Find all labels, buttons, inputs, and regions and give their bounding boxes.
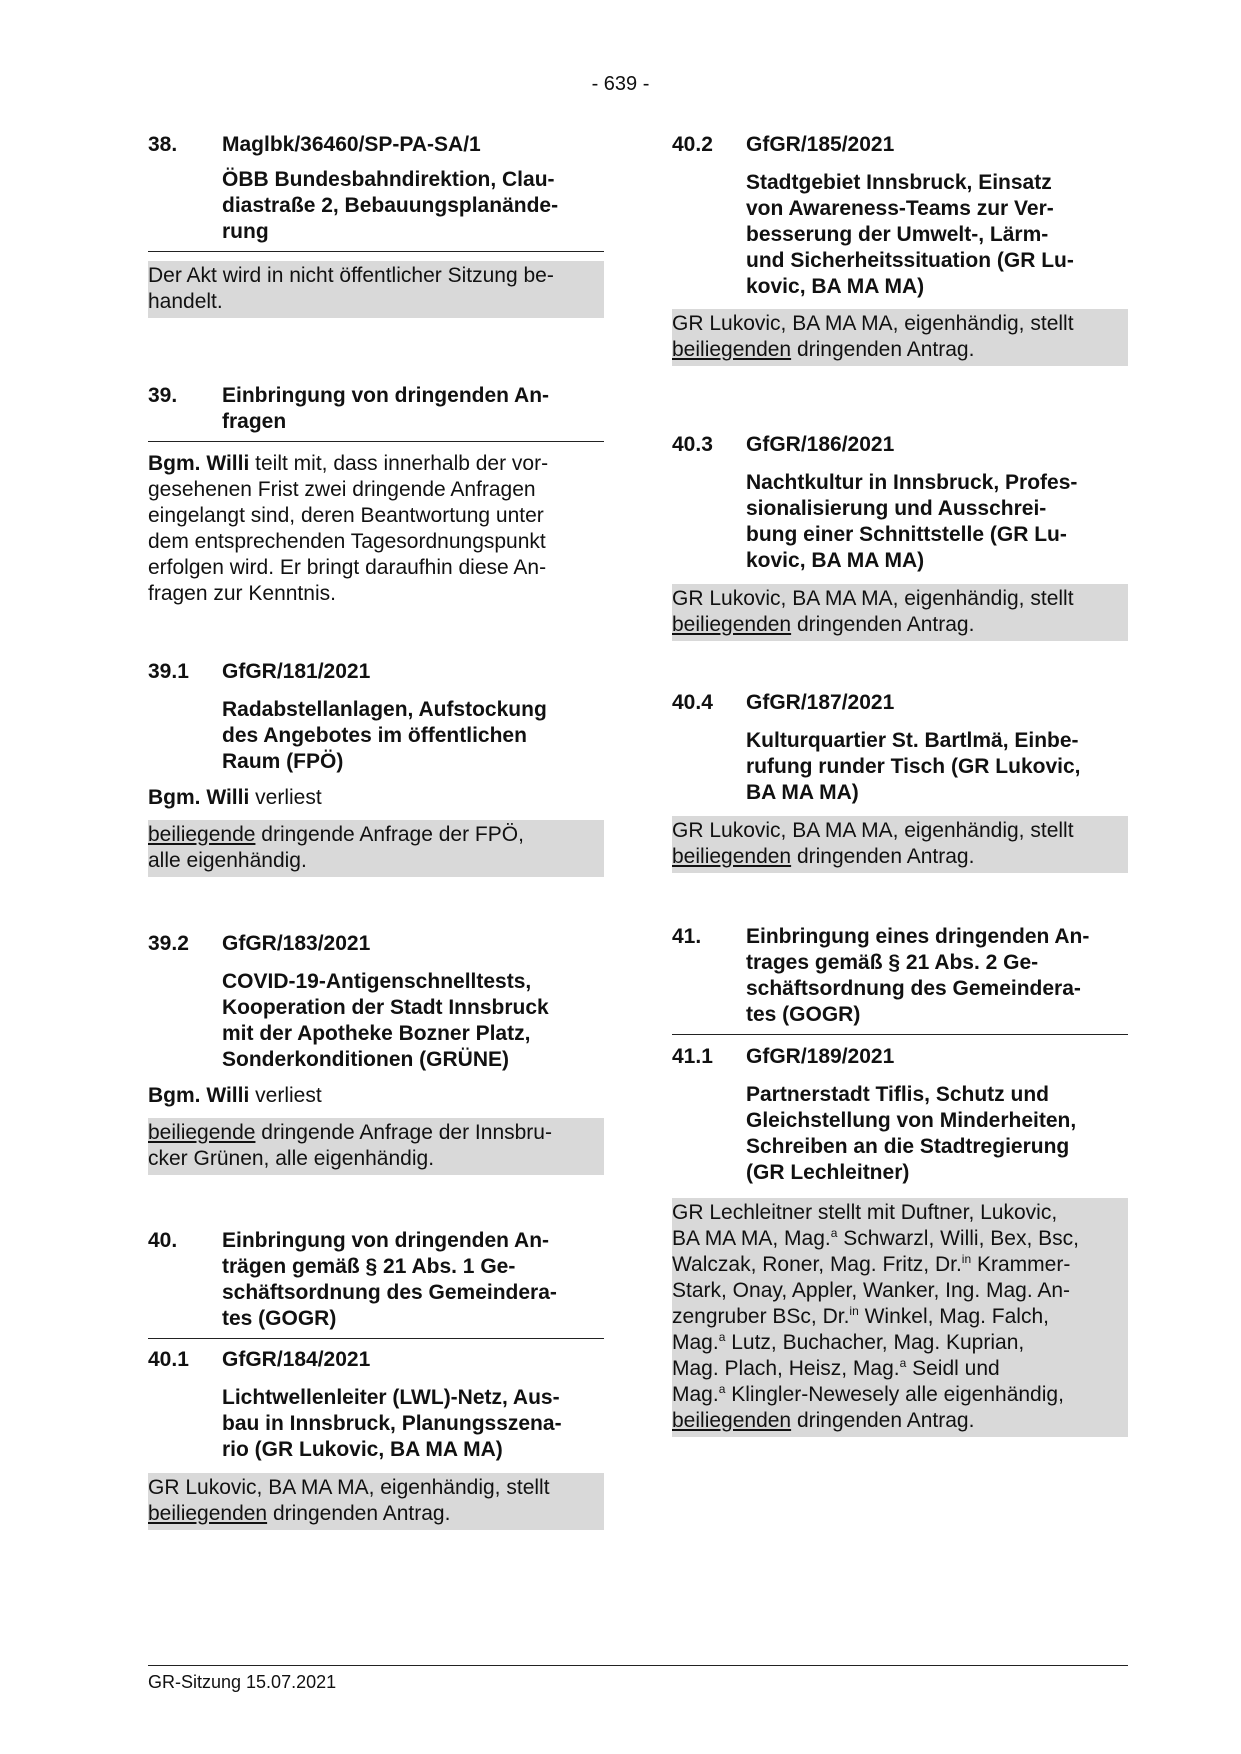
section-40-4 (672, 690, 1128, 873)
section-title: ÖBB Bundesbahndirektion, Clau- diastraße 2, Bebauungsplanände- rung (222, 168, 559, 243)
section-title: Einbringung von dringenden An- fragen (222, 384, 550, 433)
section-number: 40.2 (672, 133, 713, 156)
section-note: GR Lukovic, BA MA MA, eigenhändig, stellt beiliegenden dringenden Antrag. (148, 1473, 604, 1530)
section-number: 39.2 (148, 932, 189, 955)
section-ref: GfGR/189/2021 (746, 1045, 895, 1068)
section-note: GR Lukovic, BA MA MA, eigenhändig, stellt beiliegenden dringenden Antrag. (672, 309, 1128, 366)
section-ref: Maglbk/36460/SP-PA-SA/1 (222, 133, 481, 156)
section-title: Stadtgebiet Innsbruck, Einsatz von Awareness-Teams zur Ver- besserung der Umwelt-, Lärm- und Sicherheitssituation (GR Lu- kovic, BA MA MA) (746, 171, 1074, 298)
section-number: 41.1 (672, 1045, 713, 1068)
section-ref: GfGR/183/2021 (222, 932, 371, 955)
section-title: Einbringung eines dringenden An- trages gemäß § 21 Abs. 2 Ge- schäftsordnung des Gemeindera- tes (GOGR) (746, 925, 1090, 1026)
section-title: Einbringung von dringenden An- trägen gemäß § 21 Abs. 1 Ge- schäftsordnung des Gemeindera- tes (GOGR) (222, 1229, 557, 1330)
speaker: Bgm. Willi (148, 452, 250, 475)
section-title: Partnerstadt Tiflis, Schutz und Gleichstellung von Minderheiten, Schreiben an die Stadtregierung (GR Lechleitner) (746, 1083, 1077, 1184)
section-note: beiliegende dringende Anfrage der Innsbru- cker Grünen, alle eigenhändig. (148, 1118, 604, 1175)
page-number: - 639 - (591, 73, 650, 95)
section-title: Nachtkultur in Innsbruck, Profes- sionalisierung und Ausschrei- bung einer Schnittstelle (GR Lu- kovic, BA MA MA) (746, 471, 1078, 572)
section-title: COVID-19-Antigenschnelltests, Kooperation der Stadt Innsbruck mit der Apotheke Bozner Platz, Sonderkonditionen (GRÜNE) (222, 970, 549, 1071)
section-40-1 (148, 1347, 604, 1530)
section-text: Bgm. Willi verliest (148, 1084, 322, 1107)
section-text: Bgm. Willi verliest (148, 786, 322, 809)
section-ref: GfGR/185/2021 (746, 133, 895, 156)
section-ref: GfGR/184/2021 (222, 1348, 371, 1371)
section-39-2 (148, 931, 604, 1175)
section-ref: GfGR/181/2021 (222, 660, 371, 683)
section-41-1 (672, 1044, 1128, 1437)
section-38 (148, 132, 604, 318)
section-ref: GfGR/186/2021 (746, 433, 895, 456)
section-note: GR Lukovic, BA MA MA, eigenhändig, stellt beiliegenden dringenden Antrag. (672, 584, 1128, 641)
section-title: Lichtwellenleiter (LWL)-Netz, Aus- bau in Innsbruck, Planungsszena- rio (GR Lukovic, BA MA MA) (222, 1386, 562, 1461)
section-40-2 (672, 132, 1128, 366)
footer-text: GR-Sitzung 15.07.2021 (148, 1672, 337, 1692)
section-number: 39. (148, 384, 178, 407)
speaker: Bgm. Willi (148, 1084, 250, 1107)
section-number: 38. (148, 133, 178, 156)
section-note: GR Lechleitner stellt mit Duftner, Lukovic, BA MA MA, Mag.$^a$ Schwarzl, Willi, Bex, Bsc, Walczak, Roner, Mag. Fritz, Dr.$^{in}$ Krammer- Stark, Onay, Appler, Wanker, Ing. Mag. An- zengruber BSc, Dr.$^{in}$ Winkel, Mag. Falch, Mag.$^a$ Lutz, Buchacher, Mag. Kuprian, Mag. Plach, Heisz, Mag.$^a$ Seidl und Mag.$^a$ Klingler-Newesely alle eigenhändig, beiliegenden dringenden Antrag. (672, 1198, 1128, 1437)
section-ref: GfGR/187/2021 (746, 691, 895, 714)
section-39 (148, 383, 604, 607)
section-number: 40.3 (672, 433, 713, 456)
section-number: 39.1 (148, 660, 189, 683)
section-41 (672, 924, 1128, 1035)
section-number: 40.4 (672, 691, 713, 714)
section-note: Der Akt wird in nicht öffentlicher Sitzung be- handelt. (148, 261, 604, 318)
section-number: 40. (148, 1229, 178, 1252)
section-40-3 (672, 432, 1128, 641)
section-number: 41. (672, 925, 702, 948)
section-note: beiliegende dringende Anfrage der FPÖ, alle eigenhändig. (148, 820, 604, 877)
footer-divider (148, 1665, 1128, 1666)
section-title: Radabstellanlagen, Aufstockung des Angebotes im öffentlichen Raum (FPÖ) (222, 698, 547, 773)
section-number: 40.1 (148, 1348, 189, 1371)
section-39-1 (148, 659, 604, 877)
section-text: Bgm. Willi teilt mit, dass innerhalb der vor- gesehenen Frist zwei dringende Anfragen eingelangt sind, deren Beantwortung unter dem entsprechenden Tagesordnungspunkt erfolgen wird. Er bringt daraufhin diese An- fragen zur Kenntnis. (148, 452, 549, 605)
section-note: GR Lukovic, BA MA MA, eigenhändig, stellt beiliegenden dringenden Antrag. (672, 816, 1128, 873)
speaker: Bgm. Willi (148, 786, 250, 809)
section-40 (148, 1228, 604, 1339)
section-title: Kulturquartier St. Bartlmä, Einbe- rufung runder Tisch (GR Lukovic, BA MA MA) (746, 729, 1081, 804)
